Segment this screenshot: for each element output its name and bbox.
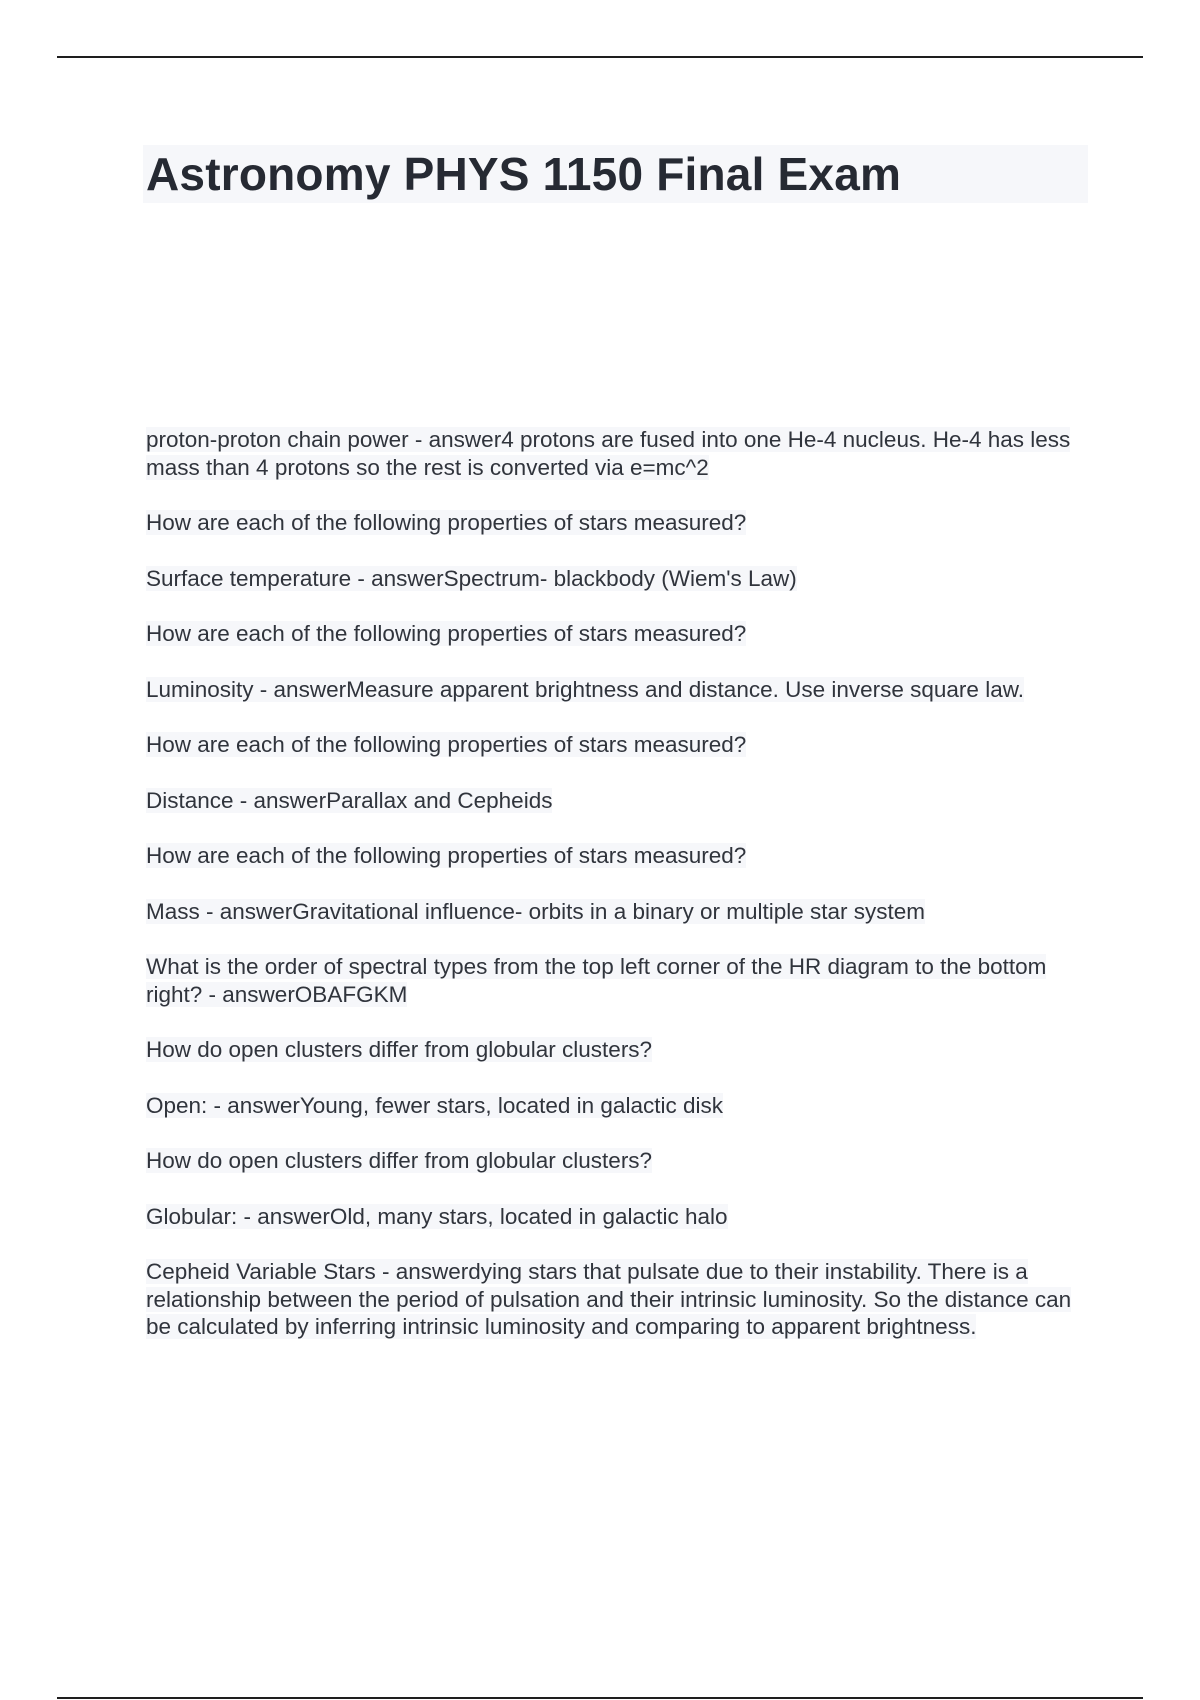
list-item <box>146 619 1091 649</box>
list-item <box>146 952 1091 1009</box>
top-rule <box>57 56 1143 58</box>
entry-text: What is the order of spectral types from the top left corner of the HR diagram to the bottom right? - answerOBAFGKM <box>146 954 1047 1007</box>
entry-text: Distance - answerParallax and Cepheids <box>146 787 553 813</box>
list-item <box>146 897 1091 927</box>
list-item <box>146 1035 1091 1065</box>
list-item <box>146 1091 1091 1121</box>
entry-text: Globular: - answerOld, many stars, located in galactic halo <box>146 1203 728 1229</box>
entry-text: Luminosity - answerMeasure apparent brightness and distance. Use inverse square law. <box>146 676 1024 702</box>
list-item <box>146 1146 1091 1176</box>
list-item <box>146 675 1091 705</box>
list-item <box>146 1202 1091 1232</box>
list-item <box>146 786 1091 816</box>
list-item <box>146 425 1091 482</box>
entry-text: Surface temperature - answerSpectrum- blackbody (Wiem's Law) <box>146 565 797 591</box>
entry-text: How are each of the following properties of stars measured? <box>146 843 747 868</box>
list-item <box>146 730 1091 760</box>
list-item <box>146 1257 1091 1342</box>
bottom-rule <box>57 1697 1143 1699</box>
entry-text: Cepheid Variable Stars - answerdying stars that pulsate due to their instability. There is a relationship between the period of pulsation and their intrinsic luminosity. So the distance can be calculated by inferring intrinsic luminosity and comparing to apparent brightness. <box>146 1259 1072 1339</box>
flashcard-list <box>146 425 1091 1368</box>
entry-text: Open: - answerYoung, fewer stars, located in galactic disk <box>146 1092 723 1118</box>
entry-text: How are each of the following properties of stars measured? <box>146 510 747 535</box>
entry-text: How are each of the following properties of stars measured? <box>146 732 747 757</box>
list-item <box>146 564 1091 594</box>
entry-text: Mass - answerGravitational influence- orbits in a binary or multiple star system <box>146 898 926 924</box>
list-item <box>146 508 1091 538</box>
entry-text: How do open clusters differ from globular clusters? <box>146 1148 653 1173</box>
entry-text: How do open clusters differ from globular clusters? <box>146 1037 653 1062</box>
entry-text: How are each of the following properties of stars measured? <box>146 621 747 646</box>
page-title: Astronomy PHYS 1150 Final Exam <box>146 148 902 200</box>
list-item <box>146 841 1091 871</box>
entry-text: proton-proton chain power - answer4 protons are fused into one He-4 nucleus. He-4 has less mass than 4 protons so the rest is converted via e=mc^2 <box>146 427 1071 480</box>
